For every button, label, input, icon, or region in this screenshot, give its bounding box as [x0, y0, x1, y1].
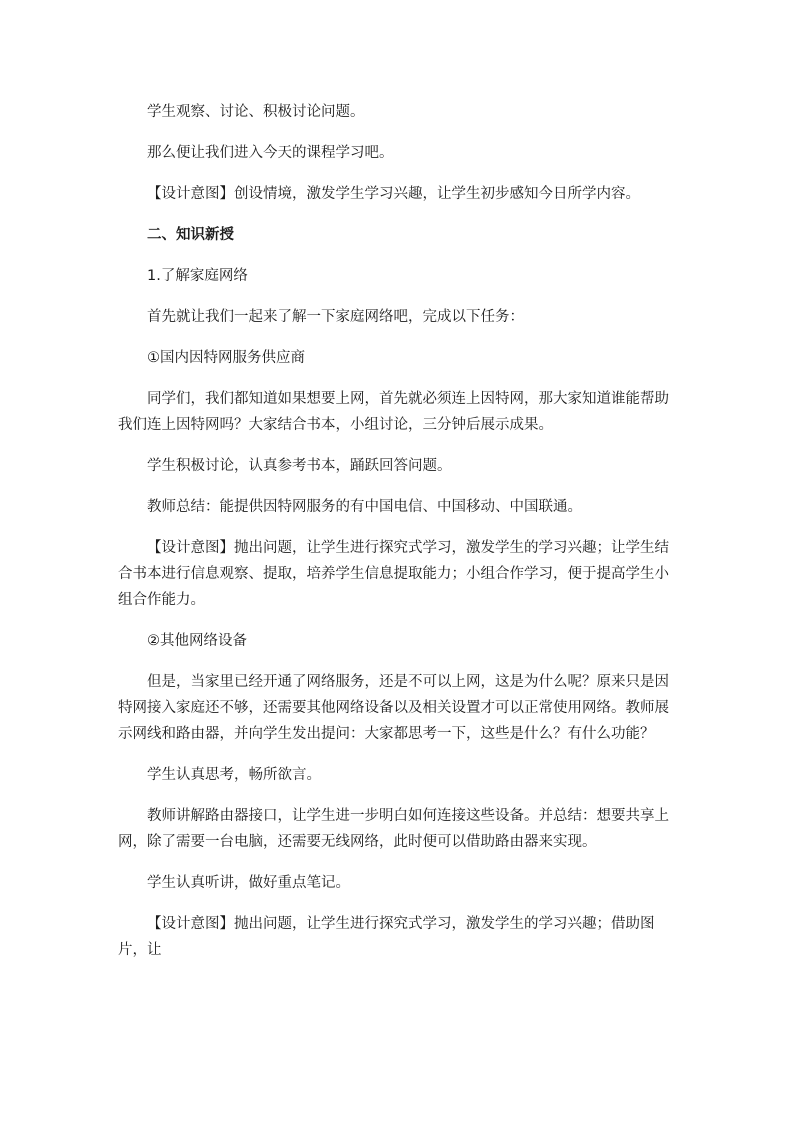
paragraph-design-intent-1: 【设计意图】创设情境，激发学生学习兴趣，让学生初步感知今日所学内容。 — [147, 186, 640, 202]
paragraph-router-explain: 教师讲解路由器接口，让学生进一步明白如何连接这些设备。并总结：想要共享上网，除了需要一台电脑，还需要无线网络，此时便可以借助路由器来实现。 — [118, 808, 669, 850]
paragraph-student-observe: 学生观察、讨论、积极讨论问题。 — [147, 104, 365, 120]
paragraph-student-notes: 学生认真听讲，做好重点笔记。 — [147, 875, 350, 891]
item-other-devices: ②其他网络设备 — [147, 633, 247, 649]
paragraph-design-intent-3: 【设计意图】抛出问题，让学生进行探究式学习，激发学生的学习兴趣；借助图片，让 — [118, 916, 655, 958]
paragraph-enter-lesson: 那么便让我们进入今天的课程学习吧。 — [147, 145, 394, 161]
paragraph-design-intent-2: 【设计意图】抛出问题，让学生进行探究式学习，激发学生的学习兴趣；让学生结合书本进行信息观察、提取，培养学生信息提取能力；小组合作学习，便于提高学生小组合作能力。 — [118, 540, 669, 608]
paragraph-student-think: 学生认真思考，畅所欲言。 — [147, 767, 321, 783]
item-isp: ①国内因特网服务供应商 — [147, 350, 305, 366]
paragraph-teacher-summary: 教师总结：能提供因特网服务的有中国电信、中国移动、中国联通。 — [147, 499, 582, 515]
document-body — [118, 99, 678, 978]
paragraph-student-discuss: 学生积极讨论，认真参考书本，踊跃回答问题。 — [147, 458, 452, 474]
paragraph-task-intro: 首先就让我们一起来了解一下家庭网络吧，完成以下任务： — [147, 309, 524, 325]
paragraph-router-question: 但是，当家里已经开通了网络服务，还是不可以上网，这是为什么呢？原来只是因特网接入家庭还不够，还需要其他网络设备以及相关设置才可以正常使用网络。教师展示网线和路由器，并向学生发出提问：大家都思考一下，这些是什么？有什么功能？ — [118, 674, 669, 742]
section-heading-new-knowledge: 二、知识新授 — [147, 227, 234, 243]
subheading-home-network: 1.了解家庭网络 — [147, 268, 248, 284]
paragraph-isp-question: 同学们，我们都知道如果想要上网，首先就必须连上因特网，那大家知道谁能帮助我们连上因特网吗？大家结合书本，小组讨论，三分钟后展示成果。 — [118, 391, 669, 433]
